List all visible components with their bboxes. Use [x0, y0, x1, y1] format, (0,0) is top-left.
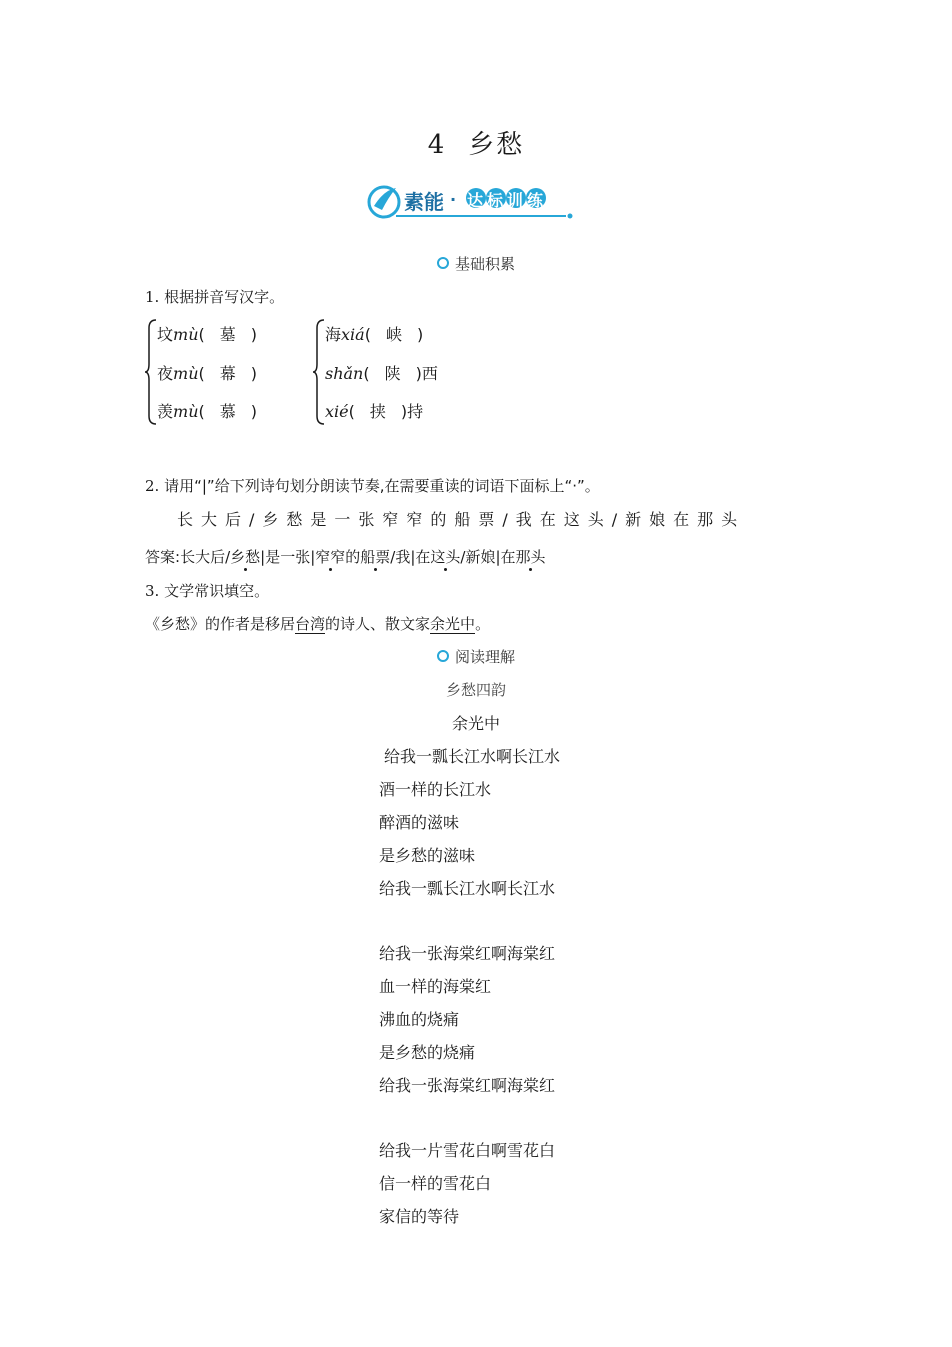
poem-line: 给我一瓢长江水啊长江水 — [384, 747, 561, 766]
q1-l3-pre: 羡 — [157, 402, 174, 421]
q2-number: 2. — [145, 477, 160, 495]
q2-ans-part: /新娘|在 — [460, 548, 516, 566]
section-basics — [0, 253, 952, 274]
q1-l2-answer: 幕 — [219, 364, 236, 383]
banner-sub: 达标训练 — [467, 191, 548, 210]
lesson-number: 4 — [427, 130, 447, 160]
q2-ans-part: 长大后/ — [180, 548, 231, 566]
poem-line: 醉酒的滋味 — [379, 813, 460, 832]
poem-line: 给我一片雪花白啊雪花白 — [379, 1141, 556, 1160]
q2-poem-line: 长大后/乡愁是一张窄窄的船票/我在这头/新娘在那头 — [177, 510, 746, 529]
q1-r2-open: ( — [363, 364, 370, 383]
q3-prompt — [145, 580, 269, 601]
section-basics-label: 基础积累 — [454, 255, 515, 273]
q1-r1-pre: 海 — [325, 325, 342, 344]
q1-right-row-3 — [325, 399, 423, 422]
q1-r1-answer: 峡 — [385, 325, 402, 344]
section-banner — [366, 176, 578, 222]
q1-l2-close: ) — [250, 364, 257, 383]
poem-line: 酒一样的长江水 — [379, 780, 492, 799]
q1-l1-answer: 墓 — [219, 325, 236, 344]
poem-line: 家信的等待 — [379, 1207, 460, 1226]
section-reading-label: 阅读理解 — [454, 648, 515, 666]
q1-left-row-3 — [157, 399, 257, 422]
ring-icon — [437, 650, 449, 662]
q1-l3-pinyin: mù — [173, 402, 199, 421]
q1-r3-close: ) — [400, 402, 408, 421]
q2-answer — [145, 546, 546, 567]
poem-author: 余光中 — [451, 714, 500, 733]
q3-number: 3. — [145, 582, 160, 600]
lesson-title: 乡愁 — [468, 130, 525, 160]
q2-text: 请用“|”给下列诗句划分朗读节奏,在需要重读的词语下面标上“·”。 — [164, 477, 600, 495]
banner-main: 素能 — [404, 190, 444, 214]
q1-l3-open: ( — [198, 402, 205, 421]
q1-r1-open: ( — [364, 325, 371, 344]
q1-text: 根据拼音写汉字。 — [164, 288, 285, 306]
q2-ans-stressed: 那头 — [515, 548, 546, 566]
section-reading — [0, 646, 952, 667]
q2-ans-part: |是一张| — [260, 548, 316, 566]
banner-sep: · — [450, 190, 457, 209]
q1-r2-pinyin: shǎn — [325, 364, 364, 383]
q1-right-row-2 — [325, 361, 438, 384]
poem-line: 给我一张海棠红啊海棠红 — [379, 944, 556, 963]
q2-ans-part: /我|在 — [390, 548, 431, 566]
ring-icon — [437, 257, 449, 269]
q2-ans-stressed: 乡愁 — [230, 548, 261, 566]
q1-l1-close: ) — [250, 325, 257, 344]
q1-right-row-1 — [325, 322, 423, 345]
q1-r3-answer: 挟 — [369, 402, 386, 421]
q1-l1-pinyin: mù — [173, 325, 199, 344]
q1-l1-open: ( — [198, 325, 205, 344]
poem-line: 给我一张海棠红啊海棠红 — [379, 1076, 556, 1095]
q1-left-row-1 — [157, 322, 257, 345]
q1-l2-pinyin: mù — [173, 364, 199, 383]
q1-l1-pre: 坟 — [157, 325, 174, 344]
q1-l3-answer: 慕 — [219, 402, 236, 421]
q1-r1-pinyin: xiá — [341, 325, 365, 344]
poem-title: 乡愁四韵 — [445, 681, 506, 699]
q1-r2-answer: 陕 — [384, 364, 401, 383]
q2-ans-stressed: 这头 — [430, 548, 461, 566]
q2-ans-stressed: 窄窄 — [315, 548, 346, 566]
q3-text: 文学常识填空。 — [164, 582, 270, 600]
q3-blank-answer: 台湾 — [295, 615, 326, 633]
q1-r2-post: 西 — [421, 364, 438, 383]
q3-blank-answer: 余光中 — [430, 615, 476, 633]
q1-r3-post: 持 — [407, 402, 424, 421]
page-title — [0, 124, 952, 161]
q1-number: 1. — [145, 288, 160, 306]
right-brace-icon — [313, 318, 325, 426]
q2-answer-label: 答案: — [145, 548, 181, 566]
q2-prompt — [145, 475, 600, 496]
q1-prompt — [145, 286, 284, 307]
q1-left-row-2 — [157, 361, 257, 384]
poem-line: 沸血的烧痛 — [379, 1010, 460, 1029]
q1-r1-close: ) — [416, 325, 424, 344]
q1-l3-close: ) — [250, 402, 257, 421]
poem-line: 信一样的雪花白 — [379, 1174, 492, 1193]
q3-part: 的诗人、散文家 — [325, 615, 431, 633]
q3-part: 。 — [475, 615, 491, 633]
q1-r2-close: ) — [415, 364, 422, 383]
q3-sentence — [145, 613, 490, 634]
poem-line: 是乡愁的烧痛 — [379, 1043, 476, 1062]
q1-r3-open: ( — [348, 402, 355, 421]
poem-line: 血一样的海棠红 — [379, 977, 492, 996]
q2-ans-stressed: 船票 — [360, 548, 391, 566]
q1-r3-pinyin: xié — [325, 402, 349, 421]
q3-part: 《乡愁》的作者是移居 — [145, 615, 296, 633]
q2-ans-part: 的 — [345, 548, 361, 566]
q1-l2-open: ( — [198, 364, 205, 383]
left-brace-icon — [145, 318, 157, 426]
poem-line: 给我一瓢长江水啊长江水 — [379, 879, 556, 898]
q1-l2-pre: 夜 — [157, 364, 174, 383]
poem-line: 是乡愁的滋味 — [379, 846, 476, 865]
